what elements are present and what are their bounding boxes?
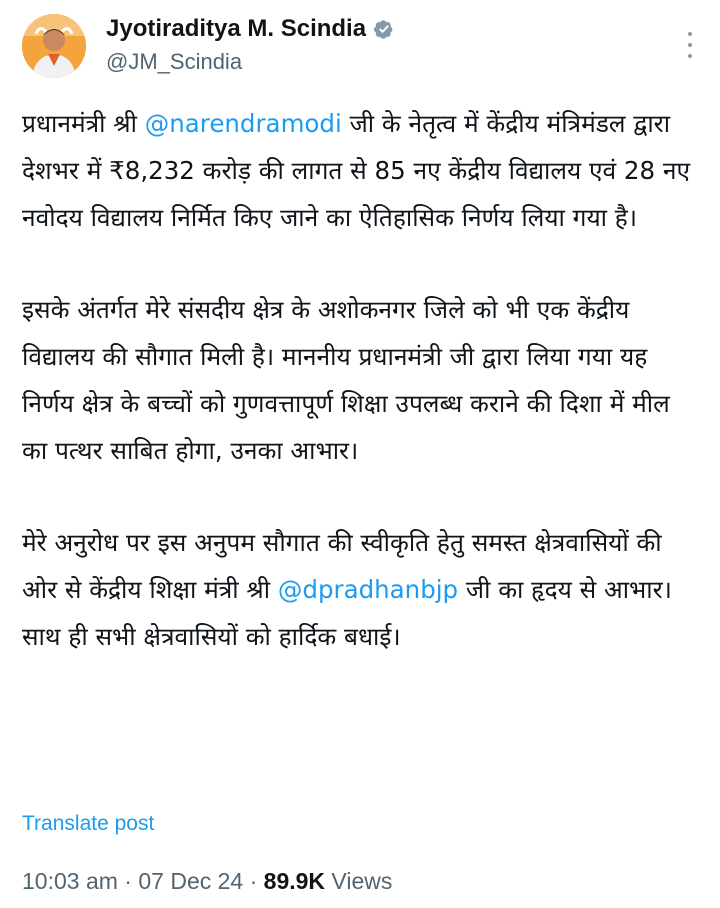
tweet-paragraph-1 [22, 100, 698, 241]
verified-badge-icon[interactable] [372, 17, 396, 41]
tweet-text [22, 100, 698, 660]
more-dot [688, 43, 692, 47]
paragraph-3-text-after: जी का हृदय से आभार। साथ ही सभी क्षेत्रवासियों को हार्दिक बधाई। [22, 575, 672, 651]
translate-post-link[interactable]: Translate post [22, 812, 155, 835]
author-name[interactable]: Jyotiraditya M. Scindia [106, 15, 367, 42]
views-count[interactable]: 89.9K [263, 868, 326, 894]
post-time[interactable]: 10:03 am [22, 868, 118, 894]
mention-narendramodi[interactable]: @narendramodi [144, 109, 342, 138]
profile-photo-icon [22, 14, 86, 78]
more-dot [688, 32, 692, 36]
tweet-paragraph-2: इसके अंतर्गत मेरे संसदीय क्षेत्र के अशोकनगर जिले को भी एक केंद्रीय विद्यालय की सौगात मिली है। माननीय प्रधानमंत्री जी द्वारा लिया गया यह निर्णय क्षेत्र के बच्चों को गुणवत्तापूर्ण शिक्षा उपलब्ध कराने की दिशा में मील का पत्थर साबित होगा, उनका आभार। [22, 295, 670, 465]
tweet-paragraph-3 [22, 519, 698, 660]
paragraph-1-text-before: प्रधानमंत्री श्री [22, 109, 145, 138]
tweet-meta [22, 866, 392, 896]
post-date[interactable]: 07 Dec 24 [138, 868, 244, 894]
more-dot [688, 54, 692, 58]
mention-dpradhanbjp[interactable]: @dpradhanbjp [277, 575, 459, 604]
author-handle[interactable]: @JM_Scindia [106, 49, 243, 74]
views-label: Views [325, 868, 393, 894]
paragraph-3-text-before: मेरे अनुरोध पर इस अनुपम सौगात की स्वीकृति हेतु समस्त क्षेत्रवासियों की ओर से केंद्रीय शिक्षा मंत्री श्री [22, 528, 662, 604]
tweet-header [0, 0, 720, 92]
meta-separator: · [117, 868, 139, 894]
author-name-row [106, 14, 396, 44]
paragraph-1-text-after: जी के नेतृत्व में केंद्रीय मंत्रिमंडल द्वारा देशभर में ₹8,232 करोड़ की लागत से 85 नए केंद्रीय विद्यालय एवं 28 नए नवोदय विद्यालय निर्मित किए जाने का ऐतिहासिक निर्णय लिया गया है। [22, 109, 691, 232]
more-options-icon[interactable] [684, 32, 696, 58]
avatar[interactable] [22, 14, 86, 78]
meta-separator: · [243, 868, 264, 894]
